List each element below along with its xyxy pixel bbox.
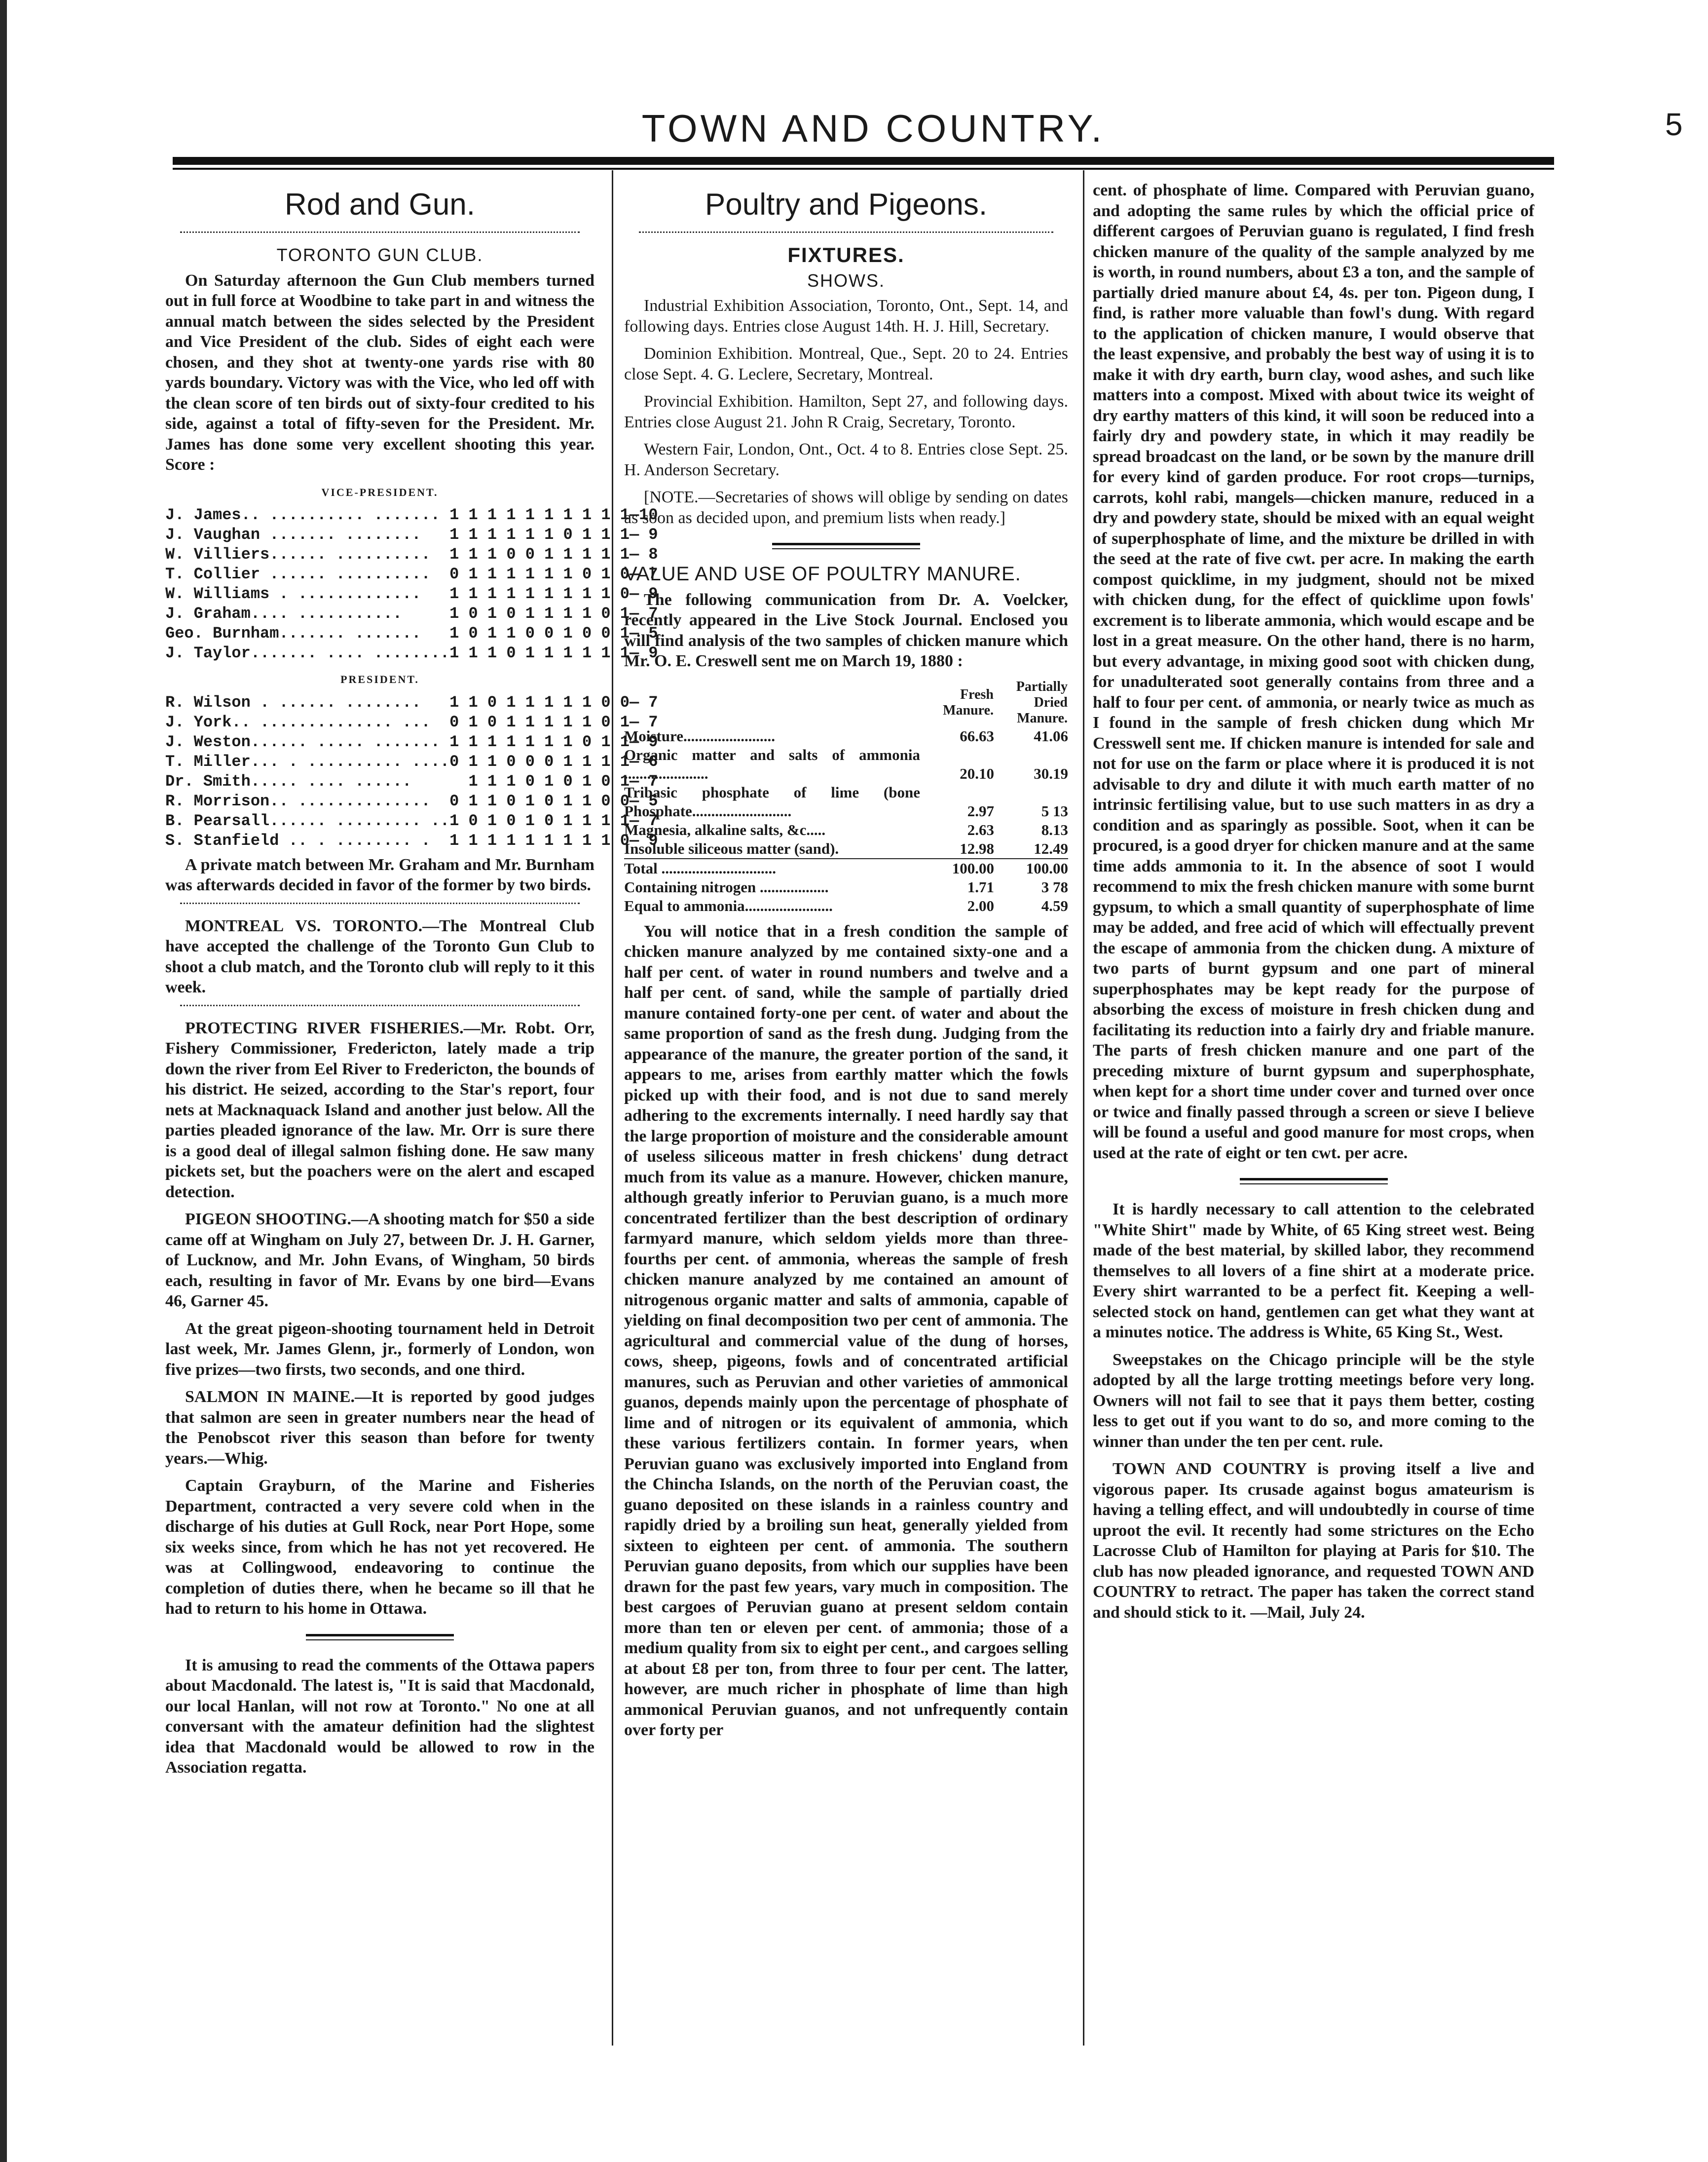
score-row xyxy=(165,752,658,772)
shows-heading: SHOWS. xyxy=(807,270,885,291)
shooter-name: B. Pearsall...... ......... .. xyxy=(165,811,450,830)
article-paragraph: PROTECTING RIVER FISHERIES.—Mr. Robt. Orr, Fishery Commissioner, Fredericton, lately made a trip down the river from Eel River to Fredericton, the bounds of his district. He seized, according to the Star's report, four nets at Macknaquack Island and another just below. All the parties pleaded ignorance of the law. Mr. Orr is sure there is a good deal of illegal salmon fishing done. He saw many pickets set, but the poachers were on the alert and escaped detection. xyxy=(165,1019,594,1201)
analysis-label: Total .............................. xyxy=(624,859,777,877)
shooter-name: J. Graham.... ........... xyxy=(165,605,403,623)
shooter-score: 1 1 1 1 1 1 0 1 1 1— 9 xyxy=(449,526,658,544)
analysis-value: 8.13 xyxy=(1041,821,1068,838)
article-paragraph: TOWN AND COUNTRY is proving itself a live and vigorous paper. Its crusade against bogus amateurism is having a telling effect, and will undoubtedly in course of time uproot the evil. It recently had some strictures on the Echo Lacrosse Club of Hamilton for playing at Paris for $10. The club has now pleaded ignorance, and requested TOWN AND COUNTRY to retract. The paper has taken the correct stand and should stick to it. —Mail, July 24. xyxy=(1093,1460,1534,1622)
analysis-row xyxy=(624,727,1068,746)
analysis-value: 20.10 xyxy=(960,764,994,782)
divider xyxy=(772,543,920,549)
analysis-row xyxy=(624,821,1068,839)
masthead: TOWN AND COUNTRY. xyxy=(641,107,1105,150)
analysis-value: 2.00 xyxy=(967,897,994,914)
score-row xyxy=(165,792,658,811)
shooter-name: J. Taylor....... .... ........ xyxy=(165,644,450,662)
shooter-name: W. Williams . ............. xyxy=(165,585,421,603)
analysis-value: 4.59 xyxy=(1041,897,1068,914)
divider xyxy=(180,1005,580,1006)
score-row xyxy=(165,713,658,732)
note: [NOTE.—Secretaries of shows will oblige by sending on dates as soon as decided upon, and premium lists when ready.] xyxy=(624,488,1068,527)
score-row xyxy=(165,732,658,752)
score-row xyxy=(165,811,658,831)
shooter-score: 1 1 1 0 1 0 1 0 1— 7 xyxy=(468,772,658,791)
column-divider xyxy=(1083,170,1084,2046)
analysis-value: 12.49 xyxy=(1034,839,1068,857)
shooter-score: 1 1 1 1 1 1 1 0 1 1— 9 xyxy=(449,732,658,751)
page-number: 5 xyxy=(1665,107,1683,142)
masthead-rule-thin xyxy=(173,168,1554,170)
analysis-row xyxy=(624,746,1068,783)
analysis-label: Moisture........................ xyxy=(624,727,775,745)
analysis-label: Tribasic phosphate of lime (bone Phosphate.......................... xyxy=(624,783,920,820)
analysis-value: 66.63 xyxy=(960,727,994,745)
score-row xyxy=(165,693,658,713)
score-label: VICE-PRESIDENT. xyxy=(321,486,439,498)
shooter-name: R. Wilson . ...... ........ xyxy=(165,693,421,712)
analysis-value: 12.98 xyxy=(960,839,994,857)
shooter-score: 1 0 1 0 1 0 1 1 1 1— 7 xyxy=(449,811,658,830)
shooter-name: Geo. Burnham....... ....... xyxy=(165,624,421,643)
page-edge xyxy=(0,0,7,2162)
analysis-row xyxy=(624,839,1068,859)
shooter-score: 1 1 1 0 0 1 1 1 1 1— 8 xyxy=(449,545,658,564)
score-row xyxy=(165,525,658,545)
shooter-score: 0 1 1 0 1 0 1 1 0 0— 5 xyxy=(449,792,658,810)
divider xyxy=(306,1634,454,1640)
shooter-score: 0 1 0 1 1 1 1 1 0 1— 7 xyxy=(449,713,658,731)
column-header: Fresh Manure. xyxy=(943,686,994,718)
shooter-score: 1 1 0 1 1 1 1 1 0 0— 7 xyxy=(449,693,658,712)
divider xyxy=(1240,1178,1388,1184)
divider xyxy=(180,903,580,904)
score-row xyxy=(165,644,658,663)
article-paragraph: cent. of phosphate of lime. Compared with Peruvian guano, and adopting the same rules by which the official price of different cargoes of Peruvian guano is regulated, I find fresh chicken manure of the quality of the sample analyzed by me is worth, in round numbers, about £3 a ton, and the sample of partially dried manure about £4, 4s. per ton. Pigeon dung, I find, is rather more valuable than fowl's dung. With regard to the application of chicken manure, I would observe that the least expensive, and probably the best way of using it is to make it with dry earth, burn clay, wood ashes, and such like matters into a compost. Mixed with about twice its weight of dry earthy matters of this kind, it will soon be reduced into a fairly dry and powdery state, in which it may readily be spread broadcast on the land, or be sown by the manure drill for every kind of garden produce. For root crops—turnips, carrots, kohl rabi, mangels—chicken manure, reduced in a dry and powdery state, should be mixed with an equal weight of superphosphate of lime, and the mixture be drilled in with the seed at the rate of five cwt. per acre. In making the earth compost quicklime, in my judgment, should not be mixed with chicken dung, for the effect of quicklime upon fowls' excrement is to liberate ammonia, which would escape and be lost in a great measure. On the other hand, there is no harm, but every advantage, in mixing good soot with chicken dung, for unadulterated soot generally contains from three and a half to four per cent. of ammonia, or nearly twice as much as I found in the sample of fresh chicken dung which Mr Cresswell sent me. If chicken manure is intended for sale and not for use on the farm or place where it is produced it is not advisable to dry and dilute it with much earth matter of no intrinsic fertilising value, but to use such matters in as dry a condition and as sparingly as possible. Soot, when it can be procured, is a good dryer for chicken manure and at the same time adds ammonia to it. In the absence of soot I would recommend to mix the fresh chicken manure with some burnt gypsum, to which a small quantity of superphosphate of lime may be added, and free acid of which will effectually prevent the escape of ammonia from the chicken dung. A mixture of two parts of burnt gypsum and one part of mineral superphosphates may be kept ready for the purpose of absorbing the excess of moisture in fresh chicken dung and facilitating its reduction into a fairly dry and friable manure. The parts of fresh chicken manure and one part of the preceding mixture of burnt gypsum and superphosphate, when kept for a short time under cover and turned over once or twice and finally passed through a screen or sieve I believe will be found a useful and good manure for most crops, when used at the rate of eight or ten cwt. per acre. xyxy=(1093,181,1534,1162)
score-row xyxy=(165,565,658,584)
analysis-label: Magnesia, alkaline salts, &c..... xyxy=(624,821,826,838)
column-continued xyxy=(1093,175,1534,1630)
show-entry: Western Fair, London, Ont., Oct. 4 to 8. Entries close Sept. 25. H. Anderson Secretary. xyxy=(624,440,1068,479)
fixtures-heading: FIXTURES. xyxy=(787,243,905,266)
analysis-label: Insoluble siliceous matter (sand). xyxy=(624,839,839,857)
shooter-name: J. Vaughan ....... ........ xyxy=(165,526,421,544)
analysis-value: 2.63 xyxy=(967,821,994,838)
analysis-label: Equal to ammonia....................... xyxy=(624,897,833,914)
vp-score-table xyxy=(165,505,658,663)
column-divider xyxy=(612,170,613,2046)
analysis-table xyxy=(624,679,1068,915)
masthead-rule xyxy=(173,157,1554,165)
show-entry: Industrial Exhibition Association, Toronto, Ont., Sept. 14, and following days. Entries close August 14th. H. J. Hill, Secretary. xyxy=(624,297,1068,336)
analysis-row xyxy=(624,783,1068,821)
analysis-label: Organic matter and salts of ammonia ...................... xyxy=(624,746,920,782)
section-heading: Rod and Gun. xyxy=(284,188,476,222)
shooter-score: 1 1 1 0 1 1 1 1 1 1— 9 xyxy=(449,644,658,662)
shooter-name: J. Weston...... ..... ....... xyxy=(165,732,440,751)
article-paragraph: At the great pigeon-shooting tournament held in Detroit last week, Mr. James Glenn, jr., formerly of London, won five prizes—two firsts, two seconds, and one third. xyxy=(165,1319,594,1379)
shooter-name: S. Stanfield .. . ........ . xyxy=(165,831,431,850)
article-paragraph: On Saturday afternoon the Gun Club members turned out in full force at Woodbine to take part in and witness the annual match between the sides selected by the President and Vice President of the club. Sides of eight each were chosen, and they shot at twenty-one yards rise with 80 yards boundary. Victory was with the Vice, who led off with the clean score of ten birds out of sixty-four credited to his side, against a total of fifty-seven for the President. Mr. James has done some very excellent shooting this year. Score : xyxy=(165,271,594,474)
shooter-score: 0 1 1 0 0 0 1 1 1 1— 6 xyxy=(449,752,658,771)
shooter-name: T. Miller... . .......... .... xyxy=(165,752,450,771)
shooter-score: 1 0 1 1 0 0 1 0 0 1— 5 xyxy=(449,624,658,643)
score-row xyxy=(165,624,658,644)
column-rod-and-gun xyxy=(165,175,658,1785)
shooter-name: Dr. Smith..... .... ...... xyxy=(165,772,412,791)
article-paragraph: A private match between Mr. Graham and Mr. Burnham was afterwards decided in favor of the former by two birds. xyxy=(165,855,594,894)
score-row xyxy=(165,545,658,565)
score-row xyxy=(165,604,658,624)
shooter-score: 0 1 1 1 1 1 1 0 1 0— 7 xyxy=(449,565,658,583)
shooter-name: T. Collier ...... .......... xyxy=(165,565,431,583)
article-heading: VALUE AND USE OF POULTRY MANURE. xyxy=(624,563,1021,585)
analysis-value: 2.97 xyxy=(967,802,994,820)
article-paragraph: MONTREAL VS. TORONTO.—The Montreal Club have accepted the challenge of the Toronto Gun Club to shoot a club match, and the Toronto club will reply to it this week. xyxy=(165,916,594,996)
analysis-row xyxy=(624,878,1068,897)
section-heading: Poultry and Pigeons. xyxy=(705,188,988,222)
score-row xyxy=(165,772,658,792)
article-paragraph: You will notice that in a fresh condition the sample of chicken manure analyzed by me contained sixty-one and a half per cent. of water in round numbers and twelve and a half per cent. of sand, while the sample of partially dried manure contained forty-one per cent. of water and about the same proportion of sand as the fresh dung. Judging from the appearance of the manure, the greater portion of the sand, it appears to me, arises from earthly matter which the fowls picked up with their food, and is not due to sand merely adhering to the excrements internally. I need hardly say that the large proportion of moisture and the considerable amount of useless siliceous matter in fresh chickens' dung detract much from its value as a manure. However, chicken manure, although greatly inferior to Peruvian guano, is a much more concentrated fertilizer than the best description of ordinary farmyard manure, which seldom yields more than three-fourths per cent. of ammonia, whereas the sample of fresh chicken manure analyzed by me contained an amount of nitrogenous organic matter and salts of ammonia, capable of yielding on final decomposition two per cent of ammonia. The agricultural and commercial value of the dung of horses, cows, sheep, pigeons, fowls and of concentrated artificial manures, such as Peruvian and other varieties of ammonical guanos, depends mainly upon the percentage of phosphate of lime and of nitrogen or its equivalent of ammonia, which these various fertilizers contain. In former years, when Peruvian guano was exclusively imported into England from the Chincha Islands, on the north of the Peruvian coast, the guano deposited on these islands in a rainless country and rapidly dried by a broiling sun heat, generally yielded from sixteen to eighteen per cent. of ammonia. The southern Peruvian guano deposits, from which our supplies have been drawn for the past few years, vary much in composition. The best cargoes of Peruvian guano at present seldom contain more than ten or eleven per cent. of ammonia; those of a medium quality from six to eight per cent., and cargoes selling at about £8 per ton, from three to four per cent. The latter, however, are much richer in phosphate of lime than high ammonical Peruvian guanos, and not unfrequently contain over forty per xyxy=(624,922,1068,1739)
article-paragraph: Sweepstakes on the Chicago principle will be the style adopted by all the large trotting meetings before very long. Owners will not fail to see that it pays them better, costing less to get out if you want to do so, and more coming to the winner than under the ten per cent. rule. xyxy=(1093,1350,1534,1451)
shooter-score: 1 1 1 1 1 1 1 1 1 1—10 xyxy=(449,506,658,524)
analysis-label: Containing nitrogen .................. xyxy=(624,878,829,896)
analysis-value: 3 78 xyxy=(1041,878,1068,896)
analysis-row xyxy=(624,859,1068,878)
show-entry: Dominion Exhibition. Montreal, Que., Sept. 20 to 24. Entries close Sept. 4. G. Leclere, Secretary, Montreal. xyxy=(624,344,1068,383)
article-paragraph: It is hardly necessary to call attention to the celebrated "White Shirt" made by White, of 65 King street west. Being made of the best material, by skilled labor, they recommend themselves to all lovers of a fine shirt at a moderate price. Every shirt warranted to be a perfect fit. Keeping a well-selected stock on hand, gentlemen can get what they want at a minutes notice. The address is White, 65 King St., West. xyxy=(1093,1200,1534,1341)
article-paragraph: SALMON IN MAINE.—It is reported by good judges that salmon are seen in greater numbers near the head of the Penobscot river this season than before for twenty years.—Whig. xyxy=(165,1388,594,1468)
article-paragraph: The following communication from Dr. A. Voelcker, recently appeared in the Live Stock Journal. Enclosed you will find analysis of the two samples of chicken manure which Mr. O. E. Creswell sent me on March 19, 1880 : xyxy=(624,590,1068,670)
shooter-name: J. York.. .............. ... xyxy=(165,713,431,731)
divider xyxy=(639,231,1053,233)
shooter-score: 1 1 1 1 1 1 1 1 1 0— 9 xyxy=(449,831,658,850)
analysis-row xyxy=(624,897,1068,915)
p-score-table xyxy=(165,693,658,851)
analysis-value: 5 13 xyxy=(1041,802,1068,820)
shooter-name: R. Morrison.. .............. xyxy=(165,792,431,810)
article-paragraph: PIGEON SHOOTING.—A shooting match for $50 a side came off at Wingham on July 27, between Dr. J. H. Garner, of Lucknow, and Mr. John Evans, of Wingham, 50 birds each, resulting in favor of Mr. Evans by one bird—Evans 46, Garner 45. xyxy=(165,1210,594,1310)
analysis-value: 100.00 xyxy=(952,859,994,877)
article-paragraph: Captain Grayburn, of the Marine and Fisheries Department, contracted a very severe cold when in the discharge of his duties at Gull Rock, near Port Hope, some six weeks since, from which he has not yet recovered. He was at Collingwood, endeavoring to continue the completion of duties there, when he became so ill that he had to return to his home in Ottawa. xyxy=(165,1477,594,1618)
analysis-value: 1.71 xyxy=(967,878,994,896)
shooter-score: 1 1 1 1 1 1 1 1 1 0— 9 xyxy=(449,585,658,603)
column-header: Partially Dried Manure. xyxy=(1016,679,1068,726)
score-row xyxy=(165,584,658,604)
analysis-value: 30.19 xyxy=(1034,764,1068,782)
analysis-value: 100.00 xyxy=(1026,859,1068,877)
article-heading: TORONTO GUN CLUB. xyxy=(276,245,483,265)
shooter-name: J. James.. .......... ....... xyxy=(165,506,440,524)
shooter-name: W. Villiers...... .......... xyxy=(165,545,431,564)
score-label: PRESIDENT. xyxy=(340,673,419,685)
score-row xyxy=(165,831,658,851)
show-entry: Provincial Exhibition. Hamilton, Sept 27, and following days. Entries close August 21. John R Craig, Secretary, Toronto. xyxy=(624,392,1068,431)
score-row xyxy=(165,505,658,525)
column-poultry xyxy=(624,175,1068,1747)
article-paragraph: It is amusing to read the comments of the Ottawa papers about Macdonald. The latest is, "It is said that Macdonald, our local Hanlan, will not row at Toronto." No one at all conversant with the amateur definition had the slightest idea that Macdonald would be allowed to row in the Association regatta. xyxy=(165,1656,594,1777)
shooter-score: 1 0 1 0 1 1 1 1 0 1— 7 xyxy=(449,605,658,623)
analysis-value: 41.06 xyxy=(1034,727,1068,745)
divider xyxy=(180,231,580,233)
